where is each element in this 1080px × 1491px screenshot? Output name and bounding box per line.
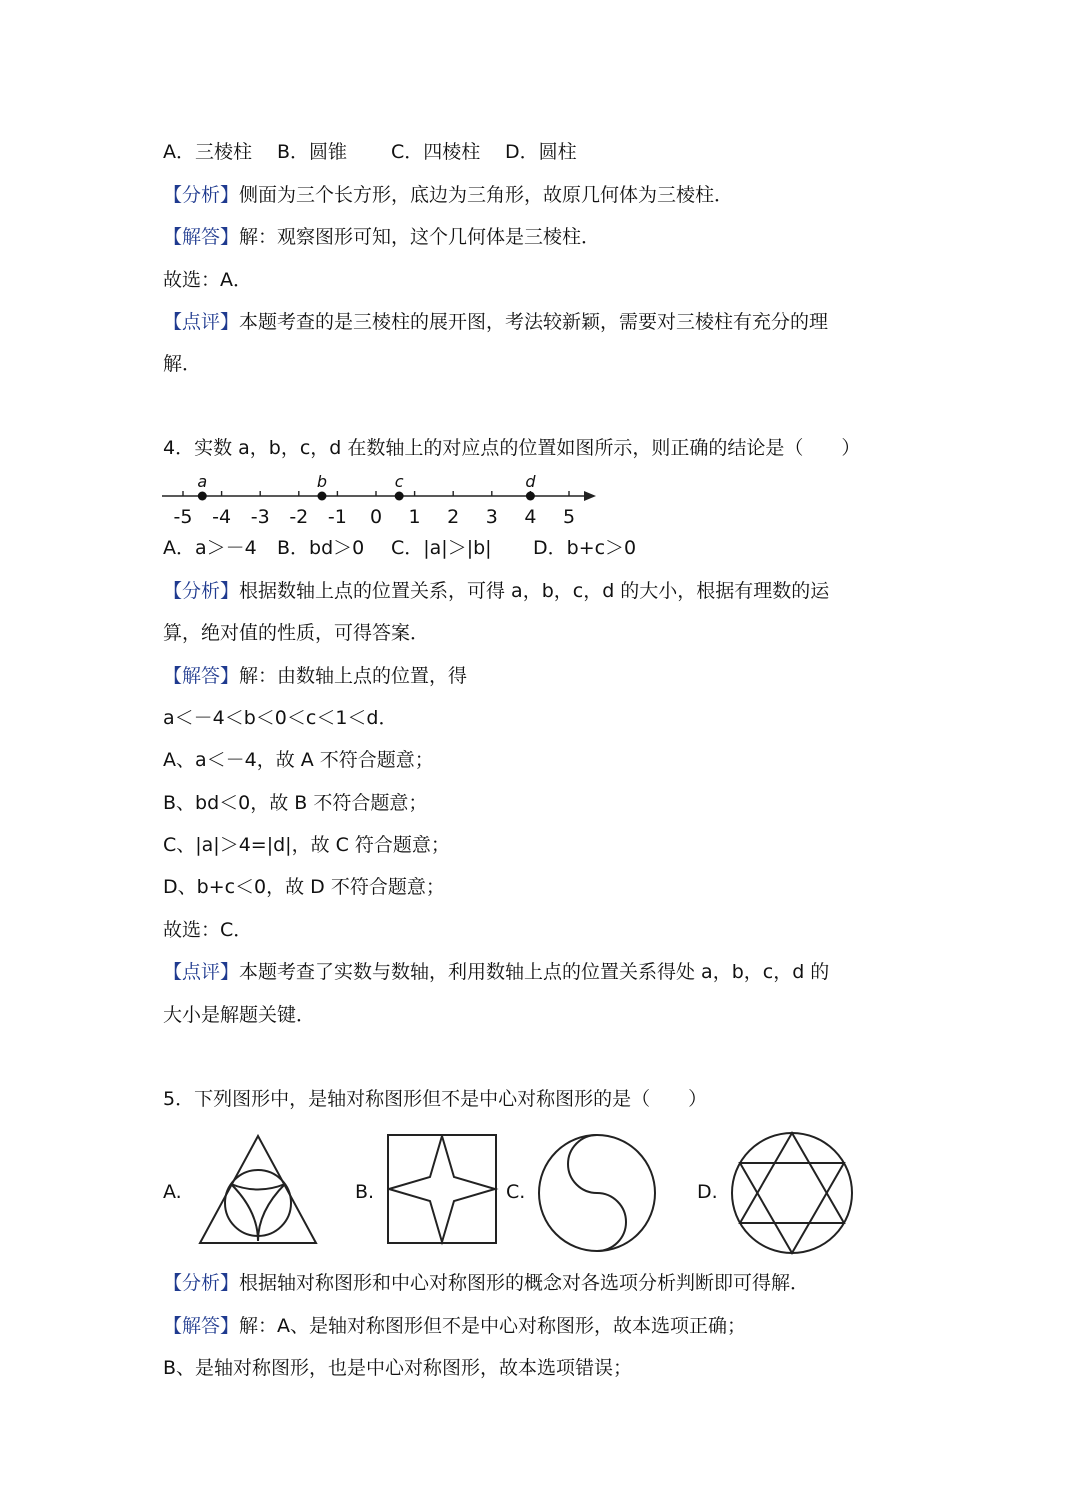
q3-review-cont: 解．: [163, 353, 202, 375]
review-tag: 【点评】: [163, 961, 240, 983]
answer-text: 解：A、是轴对称图形但不是中心对称图形，故本选项正确；: [239, 1315, 747, 1337]
number-line-point-label: a: [197, 472, 208, 491]
q3-option-a: A．三棱柱: [163, 141, 252, 163]
number-line-tick-label: 3: [485, 506, 498, 528]
number-line-point: [395, 492, 404, 501]
number-line-tick-label: 1: [408, 506, 421, 528]
number-line-point: [198, 492, 207, 501]
analysis-text: 根据数轴上点的位置关系，可得 a，b，c，d 的大小，根据有理数的运: [239, 580, 830, 602]
analysis-text: 侧面为三个长方形，底边为三角形，故原几何体为三棱柱．: [239, 184, 734, 206]
review-text: 本题考查了实数与数轴，利用数轴上点的位置关系得处 a，b，c，d 的: [239, 961, 830, 983]
analysis-tag: 【分析】: [163, 184, 240, 206]
review-tag: 【点评】: [163, 311, 240, 333]
q3-review: [163, 308, 828, 336]
q4-option-a: A．a＞－4: [163, 537, 257, 559]
number-line-tick-label: -4: [212, 506, 232, 528]
q4-analysis: [163, 577, 829, 605]
q3-analysis: [163, 181, 733, 209]
number-line-tick-label: -3: [250, 506, 270, 528]
answer-tag: 【解答】: [163, 665, 240, 687]
number-line-point: [526, 492, 535, 501]
figure-triangle-reuleaux: [196, 1133, 320, 1247]
q5-question: 5．下列图形中，是轴对称图形但不是中心对称图形的是（ ）: [163, 1088, 708, 1110]
number-line-tick-label: -5: [173, 506, 193, 528]
figure-square-star: [387, 1134, 499, 1246]
number-line-tick-label: 4: [524, 506, 537, 528]
answer-tag: 【解答】: [163, 226, 240, 248]
number-line-tick-label: -1: [327, 506, 347, 528]
number-line-point-label: d: [525, 472, 536, 491]
q4-options: [163, 534, 636, 562]
q4-choice: 故选：C．: [163, 919, 253, 941]
figure-label-c: C.: [506, 1181, 526, 1203]
q3-answer: [163, 223, 600, 251]
q4-option-c: C．|a|＞|b|: [391, 537, 492, 559]
answer-text: 解：观察图形可知，这个几何体是三棱柱．: [239, 226, 601, 248]
q4-step: B、bd＜0，故 B 不符合题意；: [163, 792, 428, 814]
number-line-tick-label: 0: [369, 506, 383, 528]
q4-answer: [163, 662, 467, 690]
analysis-tag: 【分析】: [163, 580, 240, 602]
q3-option-c: C．四棱柱: [391, 141, 481, 163]
figure-yin-yang-curve: [536, 1132, 658, 1254]
review-text: 本题考查的是三棱柱的展开图，考法较新颖，需要对三棱柱有充分的理: [239, 311, 829, 333]
figure-label-d: D.: [697, 1181, 718, 1203]
q4-step: a＜－4＜b＜0＜c＜1＜d．: [163, 707, 398, 729]
arrow-head-icon: [584, 491, 596, 501]
analysis-tag: 【分析】: [163, 1272, 240, 1294]
q4-option-b: B．bd＞0: [277, 537, 365, 559]
answer-text: 解：由数轴上点的位置，得: [239, 665, 468, 687]
q4-question: 4．实数 a，b，c，d 在数轴上的对应点的位置如图所示，则正确的结论是（ ）: [163, 437, 861, 459]
q5-answer: [163, 1312, 746, 1340]
number-line-tick-label: 2: [447, 506, 460, 528]
number-line: [160, 470, 600, 528]
number-line-tick-label: -2: [289, 506, 309, 528]
answer-tag: 【解答】: [163, 1315, 240, 1337]
q4-review-cont: 大小是解题关键．: [163, 1004, 316, 1026]
number-line-tick-label: 5: [562, 506, 576, 528]
q4-step: D、b+c＜0，故 D 不符合题意；: [163, 876, 445, 898]
q4-step: A、a＜－4，故 A 不符合题意；: [163, 749, 434, 771]
q3-choice: 故选：A．: [163, 269, 252, 291]
number-line-point-label: c: [394, 472, 404, 491]
q5-step-b: B、是轴对称图形，也是中心对称图形，故本选项错误；: [163, 1357, 633, 1379]
q3-options: [163, 138, 577, 166]
q4-step: C、|a|＞4=|d|，故 C 符合题意；: [163, 834, 450, 856]
figure-hexagram-circle: [729, 1130, 855, 1256]
analysis-text: 根据轴对称图形和中心对称图形的概念对各选项分析判断即可得解．: [239, 1272, 810, 1294]
number-line-point: [317, 492, 326, 501]
figure-label-a: A.: [163, 1181, 182, 1203]
figure-label-b: B.: [355, 1181, 375, 1203]
q3-option-b: B．圆锥: [277, 141, 348, 163]
q3-option-d: D．圆柱: [505, 141, 577, 163]
q5-analysis: [163, 1269, 809, 1297]
q4-review: [163, 958, 829, 986]
q4-analysis-cont: 算，绝对值的性质，可得答案．: [163, 622, 430, 644]
number-line-point-label: b: [316, 472, 328, 491]
q4-option-d: D．b+c＞0: [533, 537, 637, 559]
